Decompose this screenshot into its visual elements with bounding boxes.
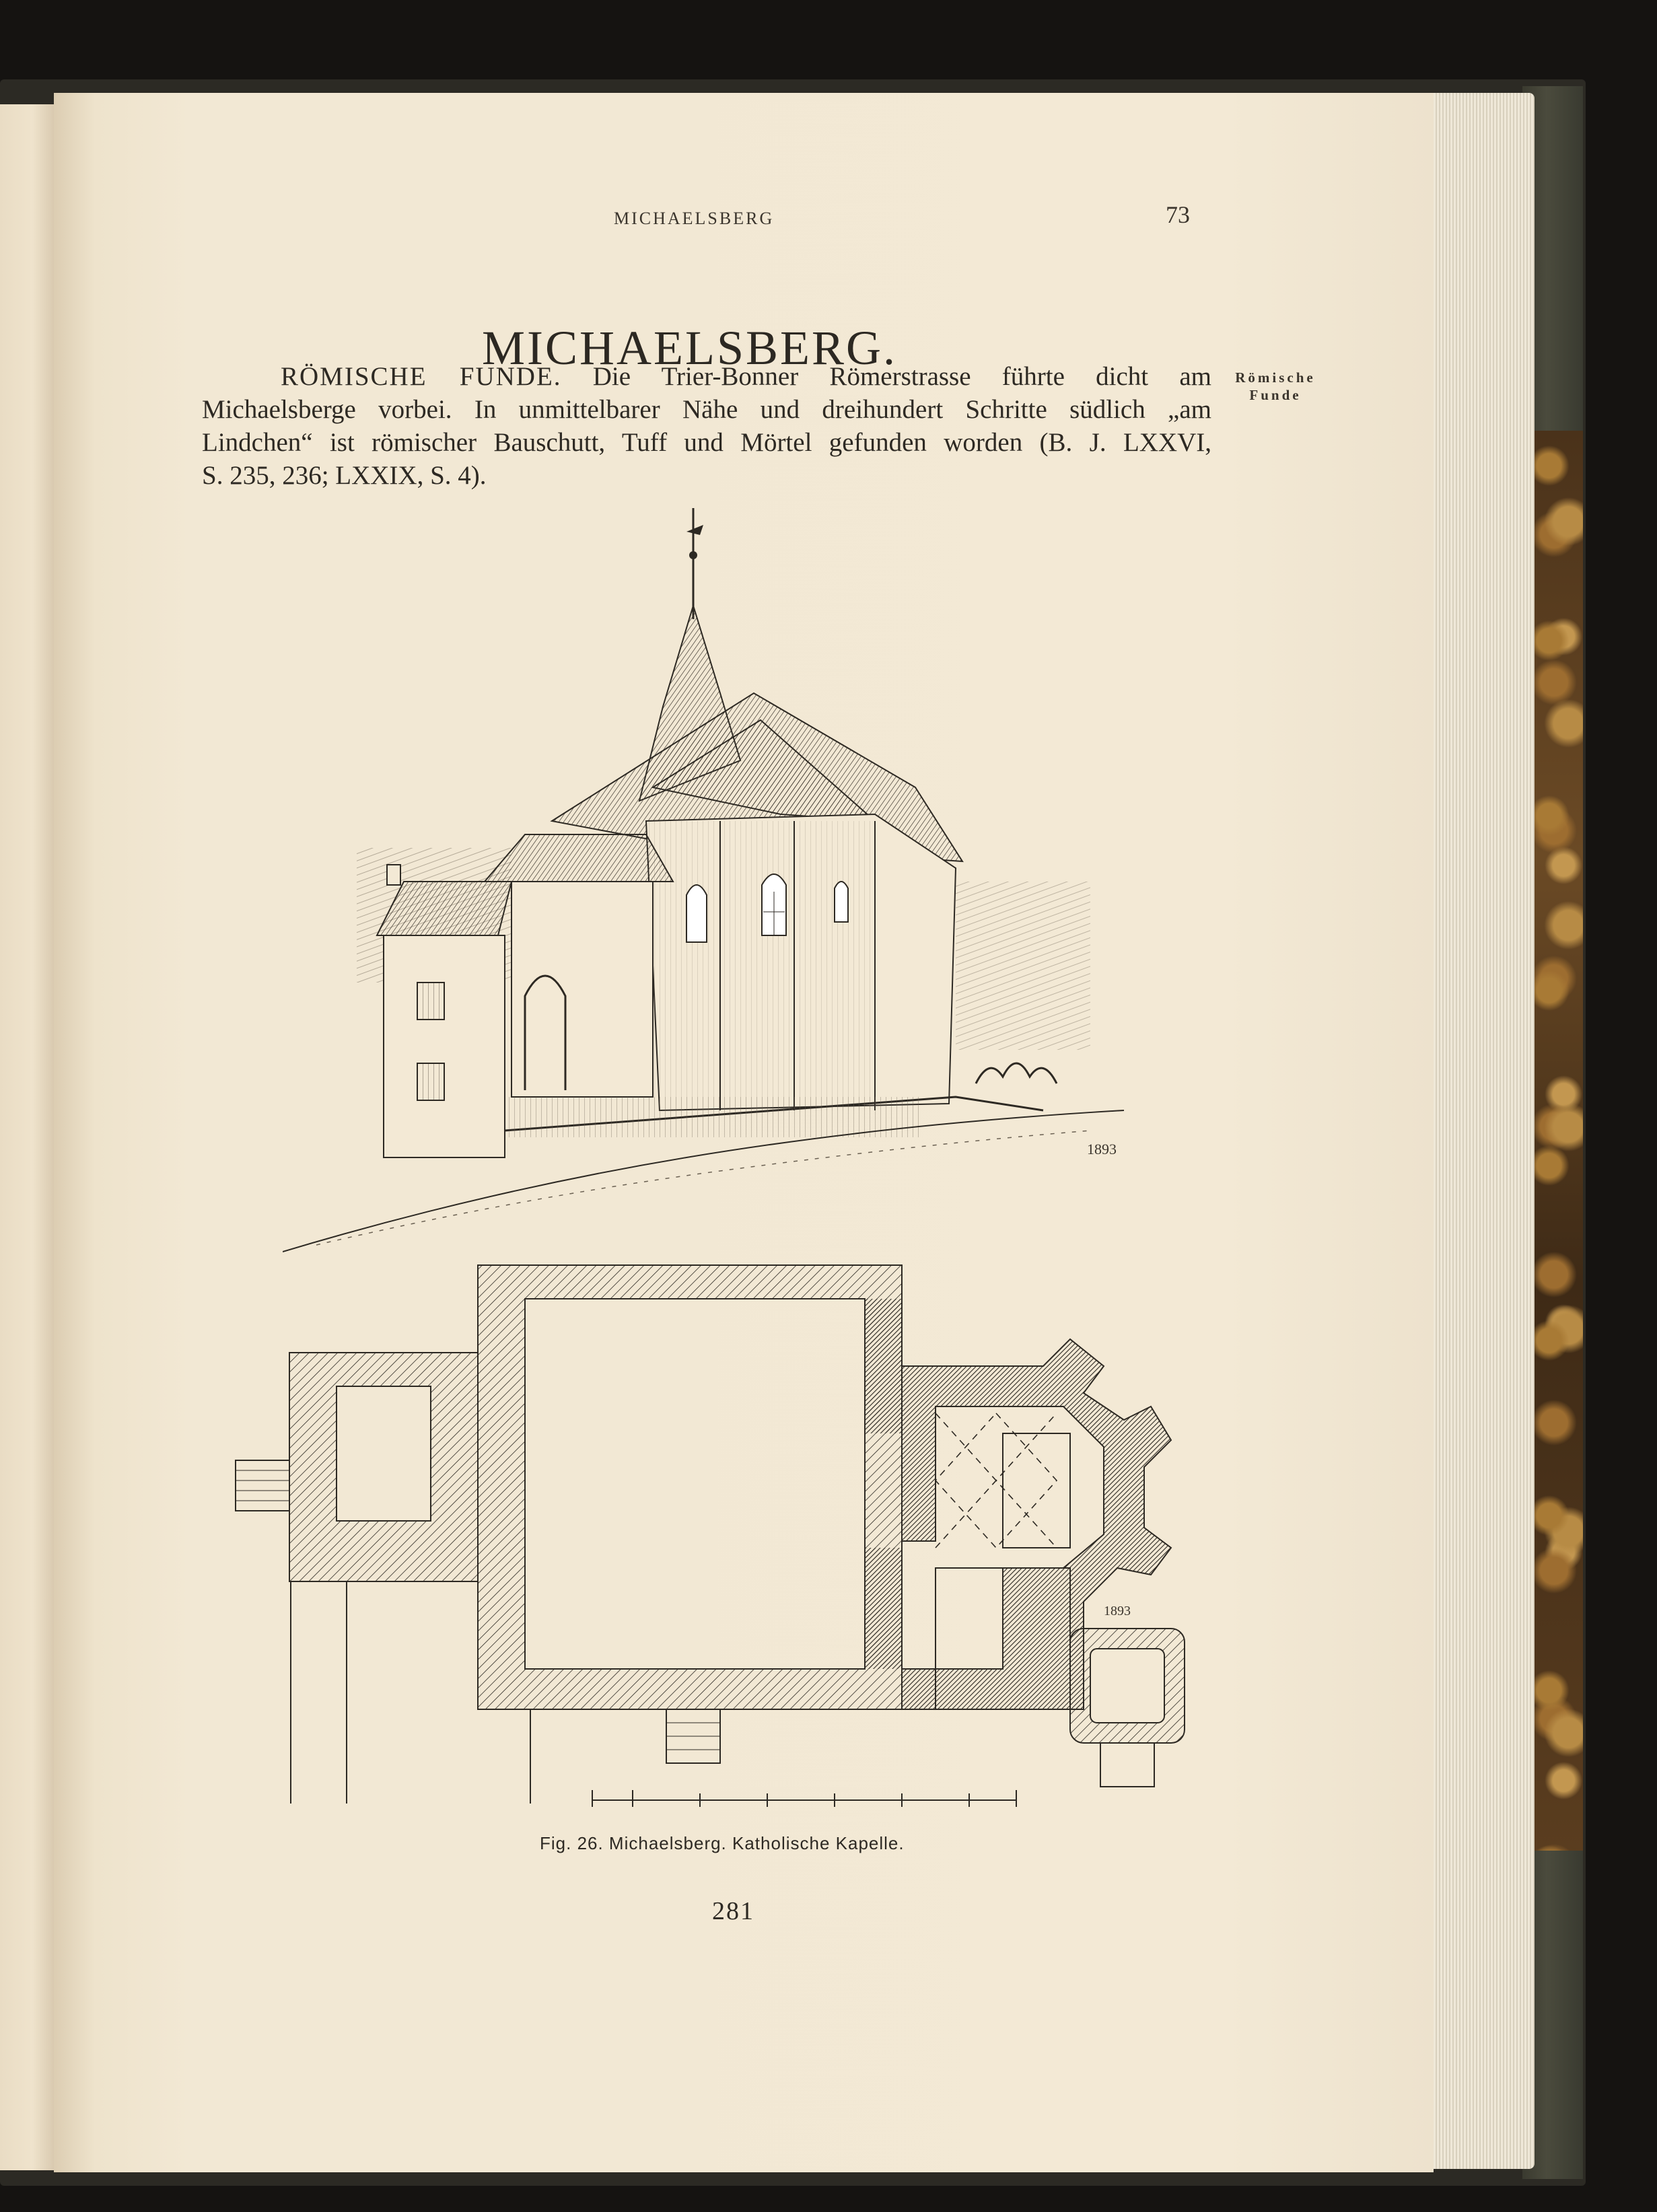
section-lead: RÖMISCHE FUNDE.: [281, 362, 562, 391]
margin-note-line-1: Römische: [1235, 369, 1316, 386]
body-line-1: [202, 360, 1211, 393]
page-number: 73: [1166, 201, 1190, 228]
shrubs: [976, 1063, 1057, 1083]
apse-walls: [646, 814, 956, 1110]
nave-walls: [478, 1265, 902, 1709]
illustration-signature: 1893: [1087, 1141, 1117, 1157]
body-paragraph: [202, 360, 1211, 492]
floor-plan: [229, 1252, 1211, 1830]
entrance-steps: [666, 1709, 720, 1763]
footer-page-number: 281: [712, 1897, 754, 1925]
margin-note-line-2: Funde: [1249, 387, 1302, 403]
figure-caption: Fig. 26. Michaelsberg. Katholische Kapelle.: [540, 1833, 905, 1853]
marbled-board: [1535, 431, 1583, 1851]
body-line-1-text: Die Trier-Bonner Römerstrasse führte dicht am: [592, 362, 1211, 391]
weather-vane: [686, 508, 703, 619]
margin-note: [1218, 369, 1333, 404]
scale-bar: [592, 1790, 1016, 1807]
body-line-3: Lindchen“ ist römischer Bauschutt, Tuff und Mörtel gefunden worden (B. J. LXXVI,: [202, 428, 1211, 457]
body-line-4: S. 235, 236; LXXIX, S. 4).: [202, 461, 487, 490]
facing-page-edge: [0, 104, 54, 2170]
page-title: MICHAELSBERG.: [482, 321, 898, 376]
chapel-illustration: [283, 505, 1144, 1265]
body-line-2: Michaelsberge vorbei. In unmittelbarer Nähe und dreihundert Schritte südlich „am: [202, 395, 1211, 424]
plan-signature: 1893: [1104, 1604, 1131, 1618]
running-head: MICHAELSBERG: [614, 209, 775, 228]
side-house: [377, 865, 512, 1157]
page-edges: [1427, 93, 1535, 2169]
stone-base: [505, 1097, 1043, 1137]
tower-walls: [236, 1353, 478, 1581]
porch-building: [485, 834, 673, 1097]
